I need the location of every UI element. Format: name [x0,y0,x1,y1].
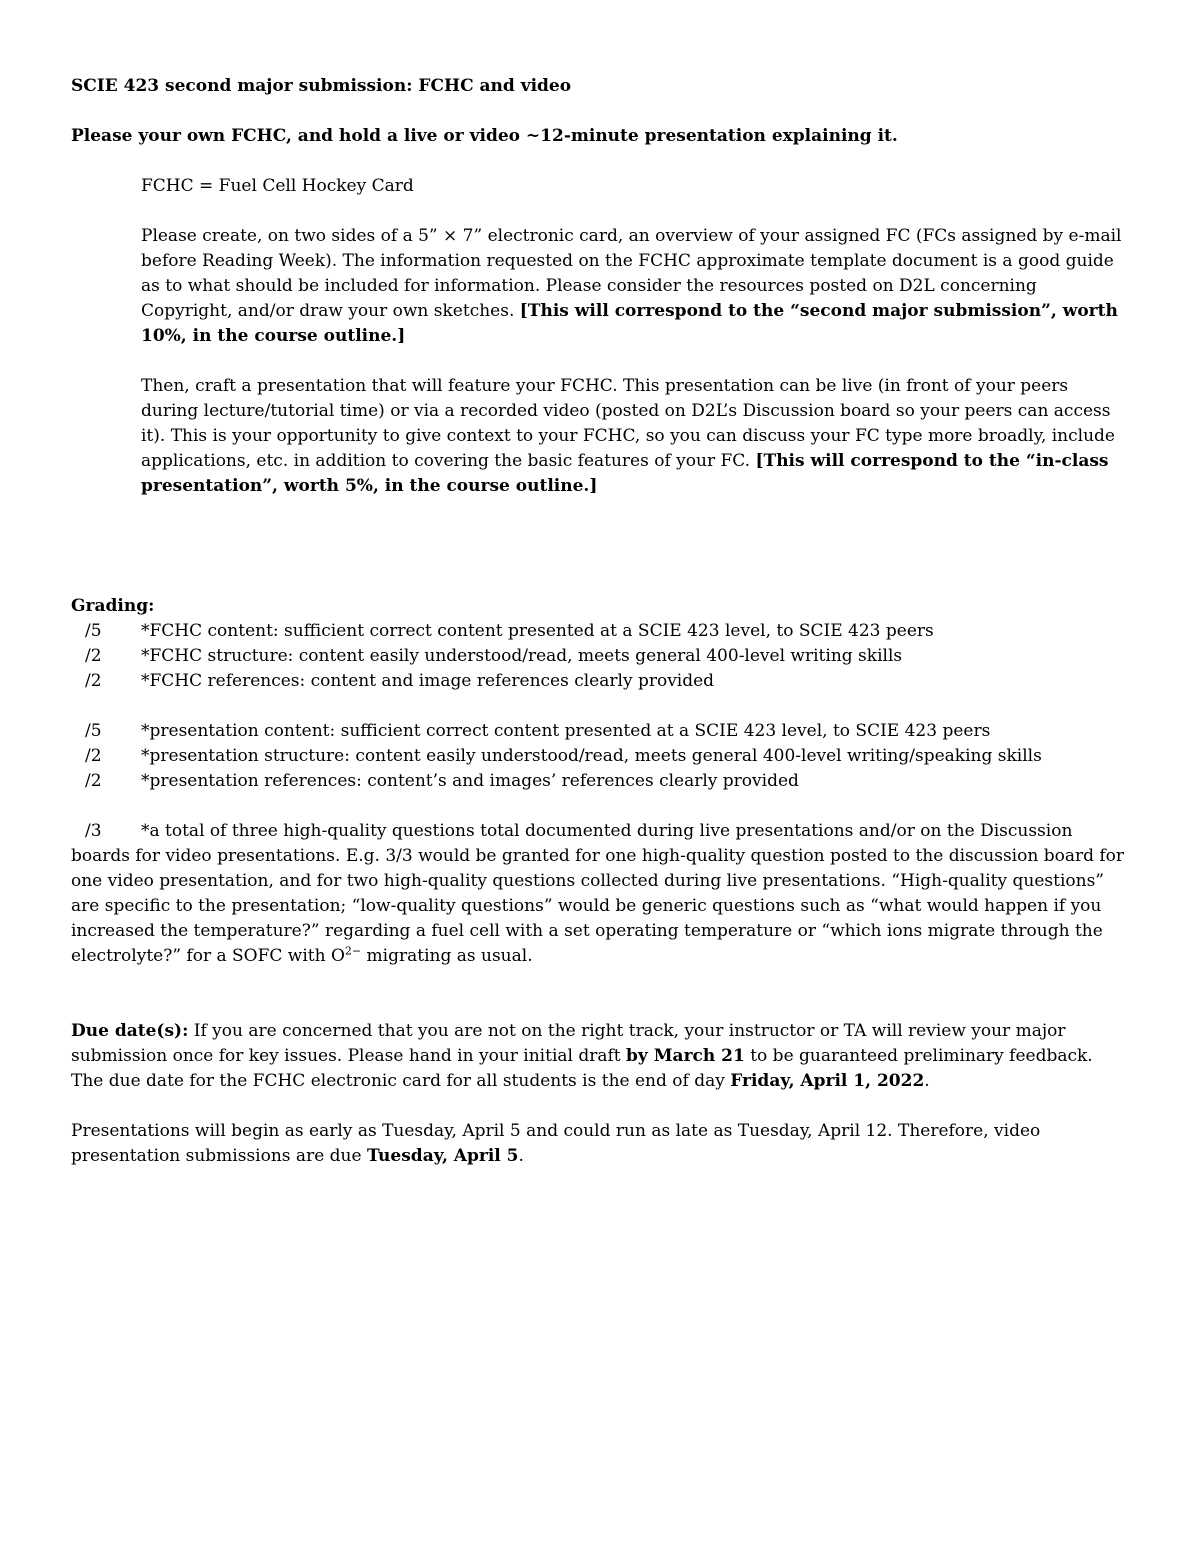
spacer [71,694,1129,719]
draft-deadline: by March 21 [626,1046,745,1066]
due-dates-text: to be guaranteed preliminary feedback. The due date for the FCHC electronic card for all students is the end of day [71,1046,1093,1091]
questions-text: *a total of three high-quality questions total documented during live presentations and/or on the Discussion boards for video presentations. E.g. 3/3 would be granted for one high-quality question posted to the discussion board for one video presentation, and for two high-quality questions collected during live presentations. “High-quality questions” are specific to the presentation; “low-quality questions” would be generic questions such as “what would happen if you increased the temperature?” regarding a fuel cell with a set operating temperature or “which ions migrate through the electrolyte?” for a SOFC with O [71,821,1125,966]
card-deadline: Friday, April 1, 2022 [730,1071,925,1091]
due-dates-text: . [924,1071,930,1091]
grading-criterion: *FCHC content: sufficient correct content presented at a SCIE 423 level, to SCIE 423 peers [141,621,934,641]
card-paragraph [141,224,1129,349]
video-deadline: Tuesday, April 5 [366,1146,519,1166]
grading-row [71,619,1129,644]
questions-score: /3 [85,821,102,841]
fchc-definition: FCHC = Fuel Cell Hockey Card [141,176,414,196]
description-section [71,174,1129,499]
grading-criterion: *presentation content: sufficient correct content presented at a SCIE 423 level, to SCIE 423 peers [141,721,991,741]
grading-presentation-list [71,719,1129,794]
presentations-tail: . [518,1146,524,1166]
grading-criterion: *presentation references: content’s and images’ references clearly provided [141,771,799,791]
grading-score: /2 [85,646,102,666]
presentation-paragraph-text: Then, craft a presentation that will feature your FCHC. This presentation can be live (in front of your peers during lecture/tutorial time) or via a recorded video (posted on D2L’s Discussion board so your peers can access it). This is your opportunity to give context to your FCHC, so you can discuss your FC type more broadly, include applications, etc. in addition to covering the basic features of your FC. [141,376,1115,471]
grading-row [71,669,1129,694]
due-dates-text: If you are concerned that you are not on the right track, your instructor or TA will review your major submission once for key issues. Please hand in your initial draft [71,1021,1066,1066]
grading-fchc-list [71,619,1129,694]
presentations-text: Presentations will begin as early as Tuesday, April 5 and could run as late as Tuesday, April 12. Therefore, video presentation submissions are due [71,1121,1041,1166]
grading-row [71,769,1129,794]
grading-row [71,719,1129,744]
document-page [71,74,1129,1169]
due-dates-label: Due date(s): [71,1021,189,1041]
grading-row [71,644,1129,669]
card-paragraph-text: Please create, on two sides of a 5” × 7” electronic card, an overview of your assigned FC (FCs assigned by e-mail before Reading Week). The information requested on the FCHC approximate template document is a good guide as to what should be included for information. Please consider the resources posted on D2L concerning Copyright, and/or draw your own sketches. [141,226,1122,321]
questions-tail: migrating as usual. [361,946,533,966]
grading-heading: Grading: [71,596,155,616]
questions-criterion [71,819,1129,969]
grading-score: /2 [85,771,102,791]
presentation-paragraph-weight-note: [This will correspond to the “in-class presentation”, worth 5%, in the course outline.] [141,451,1109,496]
grading-row [71,744,1129,769]
oxide-charge-superscript: 2− [344,944,362,958]
due-dates-paragraph [71,1019,1129,1094]
grading-criterion: *presentation structure: content easily understood/read, meets general 400-level writing/speaking skills [141,746,1042,766]
grading-criterion: *FCHC references: content and image references clearly provided [141,671,715,691]
intro-line: Please your own FCHC, and hold a live or video ~12-minute presentation explaining it. [71,126,898,146]
presentations-paragraph [71,1119,1129,1169]
grading-score: /5 [85,721,102,741]
document-title: SCIE 423 second major submission: FCHC and video [71,76,572,96]
presentation-paragraph [141,374,1129,499]
grading-score: /5 [85,621,102,641]
card-paragraph-weight-note: [This will correspond to the “second major submission”, worth 10%, in the course outline.] [141,301,1118,346]
grading-criterion: *FCHC structure: content easily understood/read, meets general 400-level writing skills [141,646,903,666]
grading-score: /2 [85,671,102,691]
grading-score: /2 [85,746,102,766]
